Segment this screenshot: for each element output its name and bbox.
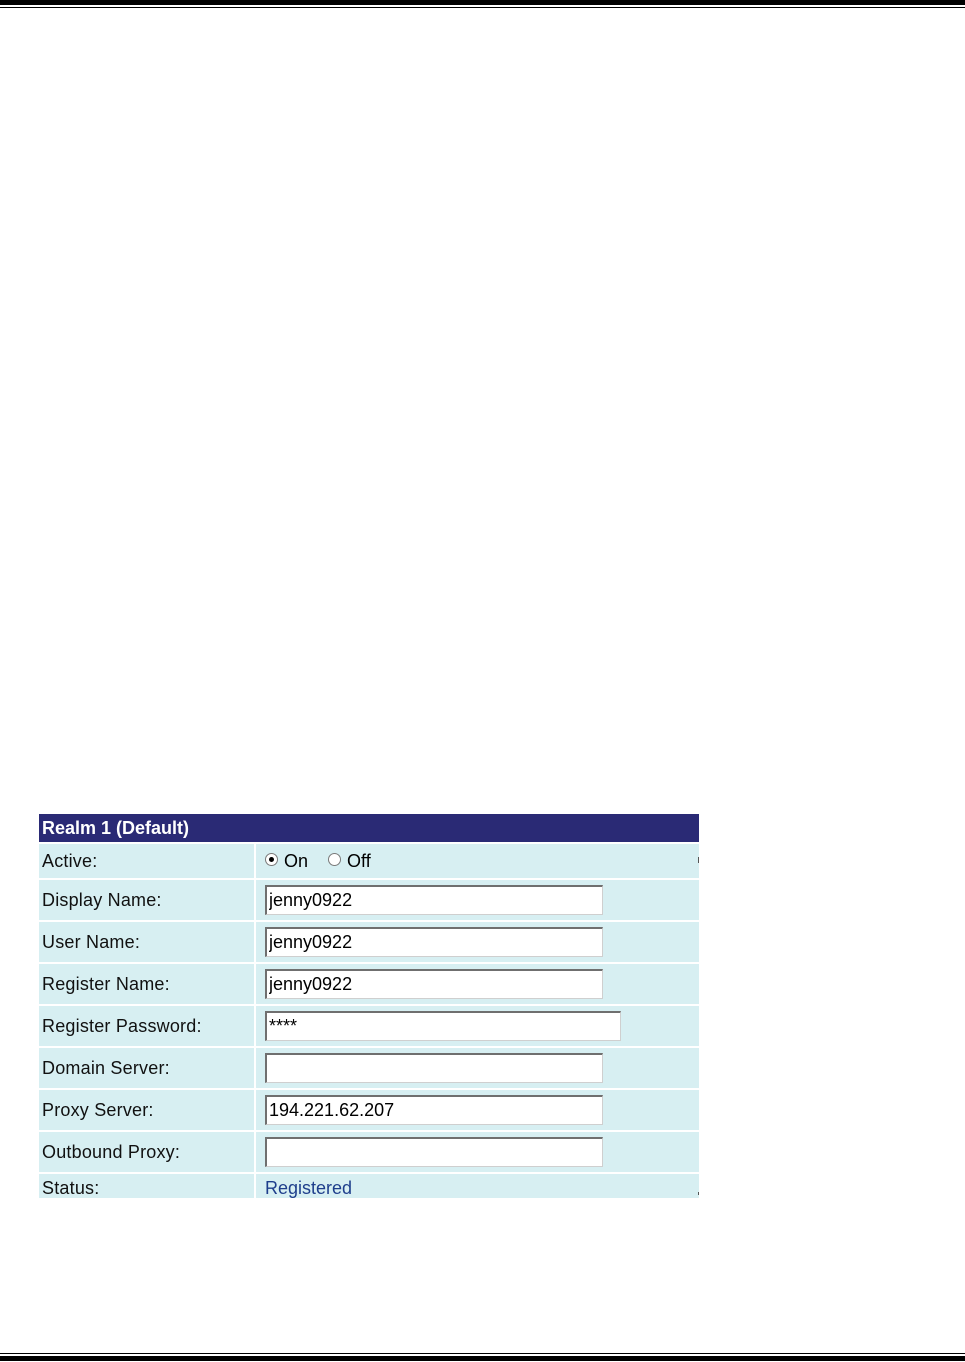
active-value-cell [256,844,699,878]
user-name-label: User Name: [39,922,254,962]
outbound-proxy-label: Outbound Proxy: [39,1132,254,1172]
realm-settings-panel [39,814,699,1198]
register-name-row [39,964,699,1004]
status-cell [256,1174,699,1198]
domain-server-input[interactable] [265,1053,603,1083]
register-password-row [39,1006,699,1046]
active-radio-group [265,851,391,872]
user-name-row [39,922,699,962]
proxy-server-row [39,1090,699,1130]
active-on-radio[interactable] [265,853,278,866]
active-off-radio[interactable] [328,853,341,866]
user-name-cell [256,922,699,962]
top-divider [0,0,965,8]
status-value: Registered [265,1178,353,1198]
active-label: Active: [39,844,254,878]
proxy-server-cell [256,1090,699,1130]
outbound-proxy-input[interactable] [265,1137,603,1167]
register-name-input[interactable] [265,969,603,999]
user-name-input[interactable] [265,927,603,957]
status-label: Status: [39,1174,254,1198]
display-name-cell [256,880,699,920]
active-off-label[interactable]: Off [347,850,371,871]
status-row [39,1174,699,1198]
display-name-input[interactable] [265,885,603,915]
display-name-label: Display Name: [39,880,254,920]
outbound-proxy-cell [256,1132,699,1172]
domain-server-row [39,1048,699,1088]
edge-tick [698,857,699,863]
edge-tick [698,1192,699,1195]
realm-header: Realm 1 (Default) [39,814,699,842]
outbound-proxy-row [39,1132,699,1172]
bottom-divider [0,1353,965,1361]
register-name-label: Register Name: [39,964,254,1004]
proxy-server-input[interactable] [265,1095,603,1125]
active-on-label[interactable]: On [284,850,309,871]
display-name-row [39,880,699,920]
active-row [39,844,699,878]
register-password-input[interactable] [265,1011,621,1041]
register-password-cell [256,1006,699,1046]
register-name-cell [256,964,699,1004]
domain-server-cell [256,1048,699,1088]
domain-server-label: Domain Server: [39,1048,254,1088]
register-password-label: Register Password: [39,1006,254,1046]
proxy-server-label: Proxy Server: [39,1090,254,1130]
